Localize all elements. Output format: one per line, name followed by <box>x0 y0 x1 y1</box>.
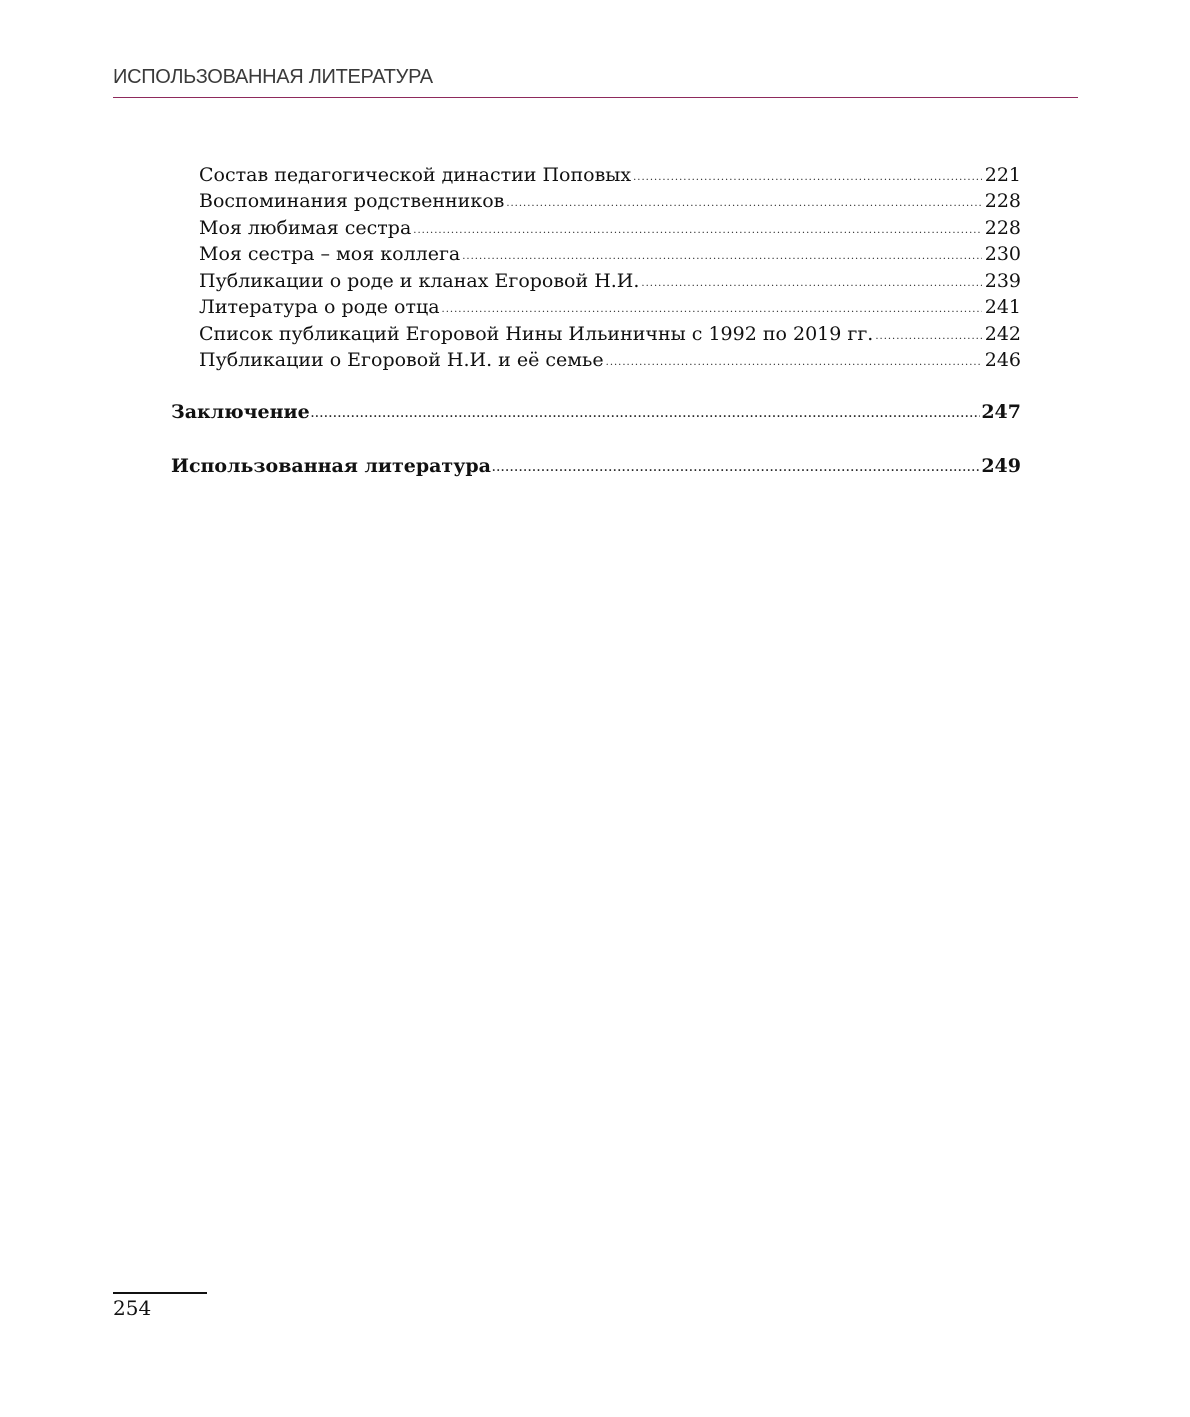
toc-dot-leader <box>311 401 981 429</box>
toc-entry[interactable] <box>199 162 1021 188</box>
toc-dot-leader <box>606 350 982 376</box>
toc-entry-page: 242 <box>984 323 1021 345</box>
toc-chapter-page: 249 <box>981 455 1021 477</box>
toc-chapter-page: 247 <box>981 401 1021 423</box>
toc-entry-page: 239 <box>984 270 1021 292</box>
toc-entry[interactable] <box>199 321 1021 347</box>
toc-chapter-entry[interactable] <box>171 452 1021 480</box>
toc-chapter-title: Заключение <box>171 401 310 423</box>
running-header: ИСПОЛЬЗОВАННАЯ ЛИТЕРАТУРА <box>113 66 433 88</box>
toc-entry-title: Воспоминания родственников <box>199 190 505 212</box>
toc-entry[interactable] <box>199 215 1021 241</box>
toc-dot-leader <box>506 191 981 217</box>
footer-rule <box>113 1292 207 1294</box>
toc-entry-title: Список публикаций Егоровой Нины Ильиничны с 1992 по 2019 гг. <box>199 323 874 345</box>
toc-chapter-entry[interactable] <box>171 398 1021 426</box>
toc-chapter-title: Использованная литература <box>171 455 491 477</box>
toc-dot-leader <box>462 244 981 270</box>
toc-entry-title: Состав педагогической династии Поповых <box>199 164 632 186</box>
toc-entry-page: 221 <box>984 164 1021 186</box>
toc-entry-page: 228 <box>984 217 1021 239</box>
page-number: 254 <box>113 1296 152 1320</box>
toc-entry-page: 241 <box>984 296 1021 318</box>
toc-entry[interactable] <box>199 347 1021 373</box>
toc-entry-page: 228 <box>984 190 1021 212</box>
toc-entry-title: Публикации о Егоровой Н.И. и её семье <box>199 349 604 371</box>
toc-entry[interactable] <box>199 268 1021 294</box>
toc-dot-leader <box>442 297 982 323</box>
toc-entry-title: Литература о роде отца <box>199 296 440 318</box>
toc-entry-title: Публикации о роде и кланах Егоровой Н.И. <box>199 270 640 292</box>
toc-entry[interactable] <box>199 188 1021 214</box>
toc-entry-title: Моя любимая сестра <box>199 217 412 239</box>
toc-entry[interactable] <box>199 241 1021 267</box>
toc-dot-leader <box>492 455 980 483</box>
header-rule <box>113 97 1078 98</box>
toc-entry-page: 246 <box>984 349 1021 371</box>
toc-entry-page: 230 <box>984 243 1021 265</box>
toc-entry-title: Моя сестра – моя коллега <box>199 243 461 265</box>
toc-entry[interactable] <box>199 294 1021 320</box>
